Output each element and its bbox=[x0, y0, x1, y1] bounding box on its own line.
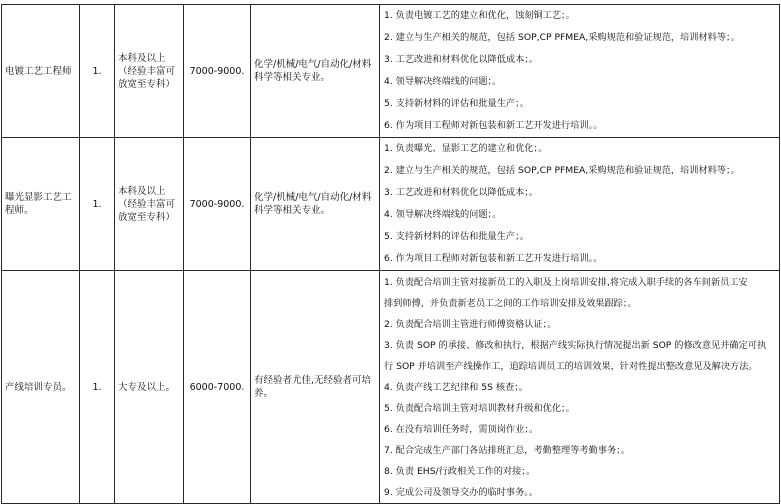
duty-line: 2. 建立与生产相关的规范，包括 SOP,CP PFMEA,采购规范和验证规范，培训材料等；。 bbox=[384, 32, 740, 43]
duty-line: 7. 配合完成生产部门各站排班汇总，考勤整理等考勤事务；。 bbox=[384, 444, 630, 456]
duty-line: 5. 支持新材料的评估和批量生产；。 bbox=[384, 98, 529, 109]
duty-line: 9. 完成公司及领导交办的临时事务。。 bbox=[384, 486, 539, 498]
duty-line: 1. 负责曝光、显影工艺的建立和优化；。 bbox=[384, 143, 548, 154]
job-title-cell: 曝光显影工艺工程师。 bbox=[2, 138, 80, 271]
duty-line: 6. 在没有培训任务时，需顶岗作业；。 bbox=[384, 423, 539, 435]
duties-cell bbox=[380, 5, 780, 138]
job-requirements-table bbox=[1, 4, 780, 504]
duty-line: 4. 领导解决终端线的问题；。 bbox=[384, 76, 502, 87]
duties-cell bbox=[380, 138, 780, 271]
salary-cell: 7000-9000. bbox=[184, 5, 251, 138]
duty-line: 排到师傅，并负责新老员工之间的工作培训安排及效果跟踪；。 bbox=[384, 297, 637, 309]
duty-line: 6. 作为项目工程师对新包装和新工艺开发进行培训。。 bbox=[384, 253, 603, 264]
major-cell: 有经验者尤佳,无经验者可培养。 bbox=[251, 271, 380, 504]
salary-cell: 7000-9000. bbox=[184, 138, 251, 271]
headcount-cell: 1. bbox=[80, 271, 115, 504]
duty-line: 1. 负责电镀工艺的建立和优化，蚀刻铜工艺；。 bbox=[384, 10, 575, 21]
headcount-cell: 1. bbox=[80, 138, 115, 271]
duty-line: 2. 负责配合培训主管进行师傅资格认证；。 bbox=[384, 318, 557, 330]
salary-cell: 6000-7000. bbox=[184, 271, 251, 504]
table-row bbox=[2, 5, 780, 138]
education-cell: 大专及以上。 bbox=[115, 271, 184, 504]
duty-line: 行 SOP 并培训至产线操作工，追踪培训员工的培训效果，针对性提出整改意见及解决方法。 bbox=[384, 360, 758, 372]
duty-line: 3. 工艺改进和材料优化以降低成本；。 bbox=[384, 54, 539, 65]
table-row bbox=[2, 138, 780, 271]
duty-line: 1. 负责配合培训主管对接新员工的入职及上岗培训安排,将完成入职手续的各车间新员工安 bbox=[384, 276, 748, 288]
table-row bbox=[2, 271, 780, 504]
duty-line: 5. 负责配合培训主管对培训教材升级和优化；。 bbox=[384, 402, 575, 414]
duty-line: 8. 负责 EHS/行政相关工作的对接；。 bbox=[384, 465, 536, 477]
duty-line: 5. 支持新材料的评估和批量生产；。 bbox=[384, 231, 529, 242]
duty-line: 4. 领导解决终端线的问题；。 bbox=[384, 209, 502, 220]
duty-line: 3. 负责 SOP 的承接、修改和执行，根据产线实际执行情况提出新 SOP 的修改意见并确定可执 bbox=[384, 339, 767, 351]
duty-line: 2. 建立与生产相关的规范，包括 SOP,CP PFMEA,采购规范和验证规范，培训材料等；。 bbox=[384, 165, 740, 176]
job-title-cell: 产线培训专员。 bbox=[2, 271, 80, 504]
education-cell: 本科及以上（经验丰富可放宽至专科） bbox=[115, 5, 184, 138]
duties-cell bbox=[380, 271, 780, 504]
duty-line: 6. 作为项目工程师对新包装和新工艺开发进行培训。。 bbox=[384, 120, 603, 131]
headcount-cell: 1. bbox=[80, 5, 115, 138]
duty-line: 3. 工艺改进和材料优化以降低成本；。 bbox=[384, 187, 539, 198]
major-cell: 化学/机械/电气/自动化/材料科学等相关专业。 bbox=[251, 138, 380, 271]
job-title-cell: 电镀工艺工程师 bbox=[2, 5, 80, 138]
major-cell: 化学/机械/电气/自动化/材料科学等相关专业。 bbox=[251, 5, 380, 138]
duty-line: 4. 负责产线工艺纪律和 5S 核查；。 bbox=[384, 381, 529, 393]
education-cell: 本科及以上（经验丰富可放宽至专科） bbox=[115, 138, 184, 271]
